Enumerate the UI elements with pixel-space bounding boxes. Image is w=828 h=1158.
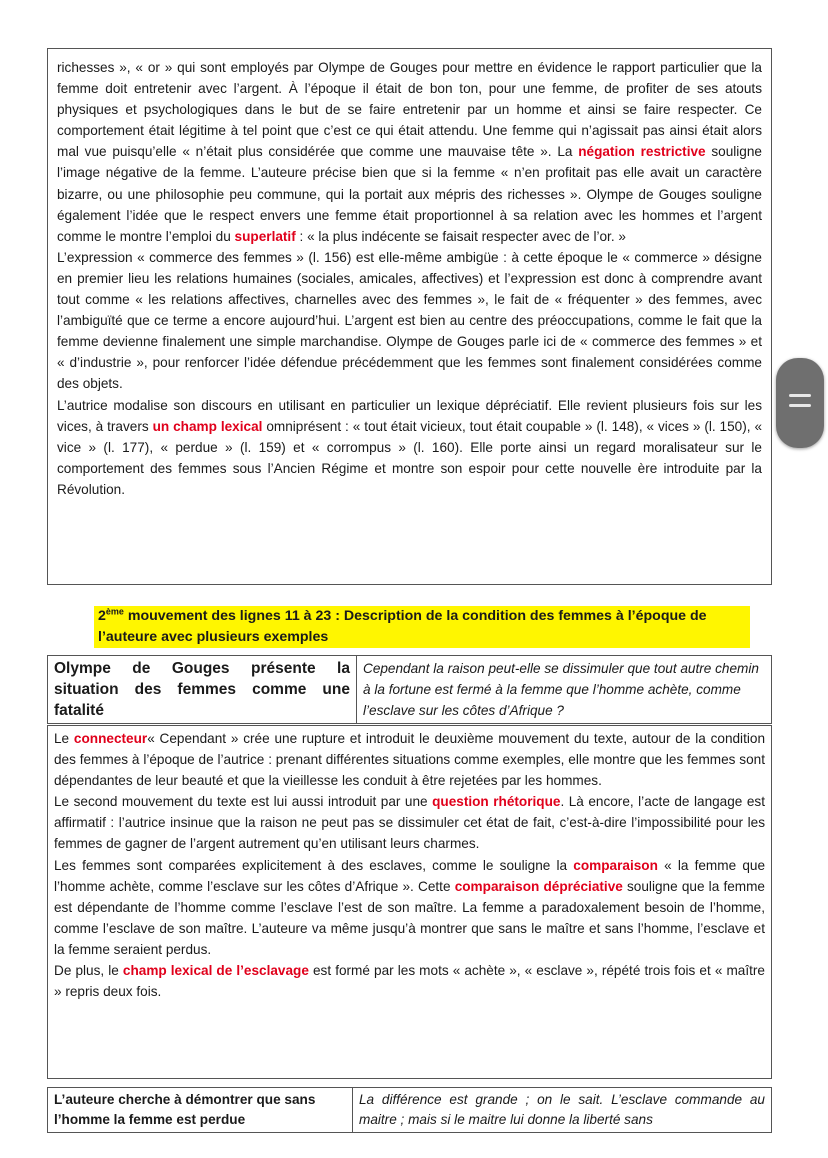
table-theme-cell: L’auteure cherche à démontrer que sans l’homme la femme est perdue <box>48 1088 353 1133</box>
keyword-highlight: comparaison dépréciative <box>454 878 623 894</box>
drag-handle-icon[interactable] <box>776 358 824 448</box>
keyword-highlight: question rhétorique <box>432 794 561 810</box>
keyword-highlight: négation restrictive <box>578 144 706 160</box>
table-quote-cell: Cependant la raison peut-elle se dissimuler que tout autre chemin à la fortune est fermé à la femme que l’homme achète, comme l’esclave sur les côtes d’Afrique ? <box>357 656 772 724</box>
paragraph-4: De plus, le champ lexical de l’esclavage est formé par les mots « achète », « esclave », répété trois fois et « maître » repris deux fois. <box>54 963 765 1000</box>
table-quote-cell: La différence est grande ; on le sait. L’esclave commande au maitre ; mais si le maitre lui donne la liberté sans <box>353 1088 772 1133</box>
paragraph-1: richesses », « or » qui sont employés par Olympe de Gouges pour mettre en évidence le rapport particulier que la femme doit entretenir avec l’argent. À l’époque il était de bon ton, pour une femme, de profiter de ses atouts physiques et psychologiques dans le but de se faire entretenir par un homme et ainsi se faire respecter. Ce comportement était légitime à tel point que c’est ce qui était attendu. Une femme qui n’agissait pas ainsi était alors mal vue puisqu’elle « n’était plus considérée que comme une mauvaise tête ». La négation restrictive souligne l’image négative de la femme. L’auteure précise bien que si la femme « n’en profitait pas elle avait un caractère bizarre, ou une philosophie peu commune, qui la portait aux mépris des richesses ». Olympe de Gouges souligne également l’idée que le respect envers une femme était proportionnel à sa relation avec les hommes et l’argent comme le montre l’emploi du superlatif : « la plus indécente se faisait respecter avec de l’or. » <box>57 60 762 244</box>
paragraph-3: L’autrice modalise son discours en utilisant en particulier un lexique dépréciatif. Elle revient plusieurs fois sur les vices, à travers un champ lexical omniprésent : « tout était vicieux, tout était coupable » (l. 148), « vices » (l. 150), « vice » (l. 177), « perdue » (l. 159) et « corrompus » (l. 160). Elle porte ainsi un regard moralisateur sur le comportement des femmes sous l’Ancien Régime et montre son espoir pour cette nouvelle ère introduite par la Révolution. <box>57 397 763 497</box>
movement-heading: 2ème mouvement des lignes 11 à 23 : Description de la condition des femmes à l’époque de l’auteure avec plusieurs exemples <box>94 606 750 648</box>
keyword-highlight: un champ lexical <box>152 418 263 434</box>
analysis-section-2 <box>47 725 772 1079</box>
paragraph-2: L’expression « commerce des femmes » (l. 156) est elle-même ambigüe : à cette époque le « commerce » désigne en premier lieu les relations humaines (sociales, amicales, affectives) et l’expression est donc à comprendre avant tout comme « les relations affectives, charnelles avec des femmes », le fait de « fréquenter » des femmes, avec l’ambiguïté que ce terme a encore aujourd’hui. L’argent est bien au centre des préoccupations, comme le fait que la femme devienne finalement une simple marchandise. Olympe de Gouges parle ici de « commerce des femmes » et « d’industrie », pour renforcer l’idée défendue précédemment que les femmes sont finalement considérées comme des objets. <box>57 249 762 392</box>
paragraph-2: Le second mouvement du texte est lui aussi introduit par une question rhétorique. Là encore, l’acte de langage est affirmatif : l’autrice insinue que la raison ne peut pas se dissimuler cet état de fait, c’est-à-dire l’impossibilité pour les femmes de gagner de l’argent autrement qu’en utilisant leurs charmes. <box>54 794 765 852</box>
handle-line <box>789 404 811 407</box>
quote-table-1 <box>47 655 772 724</box>
paragraph-1: Le connecteur« Cependant » crée une rupture et introduit le deuxième mouvement du texte, autour de la condition des femmes à l’époque de l’autrice : prenant différentes situations comme exemples, elle montre que les femmes sont dépendantes de leur beauté et que la vieillesse les conduit à être rejetées par les hommes. <box>54 731 765 789</box>
handle-line <box>789 394 811 397</box>
paragraph-3: Les femmes sont comparées explicitement à des esclaves, comme le souligne la comparaison « la femme que l’homme achète, comme l’esclave sur les côtes d’Afrique ». Cette comparaison dépréciative souligne que la femme est dépendante de l’homme comme l’esclave l’est de son maître. La femme a paradoxalement besoin de l’homme, comme l’esclave de son maître. L’auteure va même jusqu’à montrer que sans le maître et sans l’homme, l’esclave et la femme seraient perdus. <box>54 857 766 957</box>
keyword-highlight: champ lexical de l’esclavage <box>122 963 309 979</box>
table-theme-cell: Olympe de Gouges présente la situation des femmes comme une fatalité <box>48 656 357 724</box>
analysis-section-1 <box>47 48 772 585</box>
keyword-highlight: comparaison <box>573 857 658 873</box>
keyword-highlight: superlatif <box>234 228 296 244</box>
quote-table-2 <box>47 1087 772 1133</box>
keyword-highlight: connecteur <box>73 731 148 746</box>
